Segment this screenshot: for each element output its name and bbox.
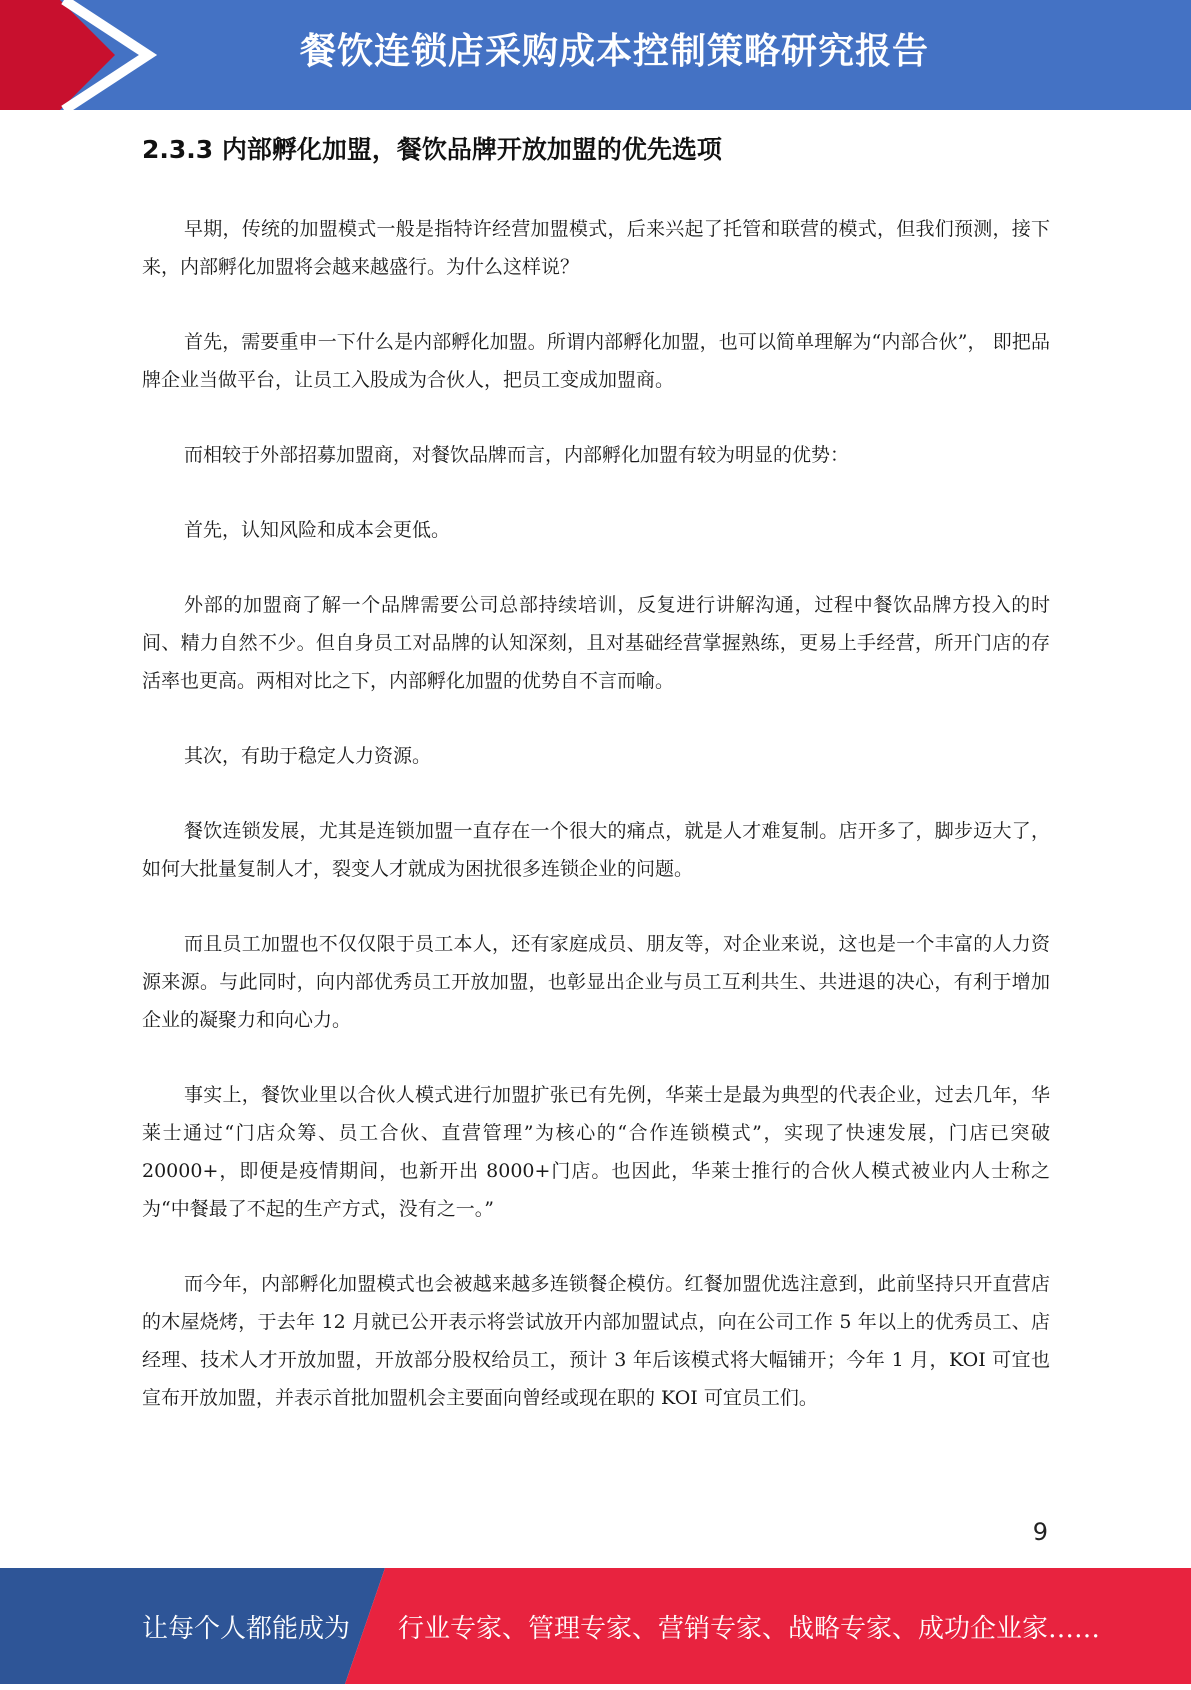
paragraph: 早期，传统的加盟模式一般是指特许经营加盟模式，后来兴起了托管和联营的模式，但我们预测，接下来，内部孵化加盟将会越来越盛行。为什么这样说？ [142,218,1050,278]
paragraph: 事实上，餐饮业里以合伙人模式进行加盟扩张已有先例，华莱士是最为典型的代表企业，过去几年，华莱士通过“门店众筹、员工合伙、直营管理”为核心的“合作连锁模式”，实现了快速发展，门店已突破 20000+，即便是疫情期间，也新开出 8000+门店。也因此，华莱士推行的合伙人模式被业内人士称之为“中餐最了不起的生产方式，没有之一。” [142,1084,1050,1220]
footer-slogan-left: 让每个人都能成为 [142,1614,351,1644]
paragraph: 其次，有助于稳定人力资源。 [184,745,432,767]
section-heading: 2.3.3 内部孵化加盟，餐饮品牌开放加盟的优先选项 [142,135,722,164]
footer-slogan-right: 行业专家、管理专家、营销专家、战略专家、成功企业家…… [398,1614,1101,1644]
body-text [142,210,1050,1454]
paragraph: 而今年，内部孵化加盟模式也会被越来越多连锁餐企模仿。红餐加盟优选注意到，此前坚持只开直营店的木屋烧烤，于去年 12 月就已公开表示将尝试放开内部加盟试点，向在公司工作 5 年以上的优秀员工、店经理、技术人才开放加盟，开放部分股权给员工，预计 3 年后该模式将大幅铺开；今年 1 月，KOI 可宜也宣布开放加盟，并表示首批加盟机会主要面向曾经或现在职的 KOI 可宜员工们。 [142,1273,1050,1409]
page-header [0,0,1191,110]
report-title: 餐饮连锁店采购成本控制策略研究报告 [300,31,930,72]
paragraph: 而相较于外部招募加盟商，对餐饮品牌而言，内部孵化加盟有较为明显的优势： [184,444,850,466]
paragraph: 外部的加盟商了解一个品牌需要公司总部持续培训，反复进行讲解沟通，过程中餐饮品牌方投入的时间、精力自然不少。但自身员工对品牌的认知深刻，且对基础经营掌握熟练，更易上手经营，所开门店的存活率也更高。两相对比之下，内部孵化加盟的优势自不言而喻。 [142,594,1050,692]
paragraph: 而且员工加盟也不仅仅限于员工本人，还有家庭成员、朋友等，对企业来说，这也是一个丰富的人力资源来源。与此同时，向内部优秀员工开放加盟，也彰显出企业与员工互利共生、共进退的决心，有利于增加企业的凝聚力和向心力。 [142,933,1050,1031]
page-number: 9 [1032,1518,1048,1546]
paragraph: 首先，认知风险和成本会更低。 [184,519,451,541]
paragraph: 餐饮连锁发展，尤其是连锁加盟一直存在一个很大的痛点，就是人才难复制。店开多了，脚步迈大了，如何大批量复制人才，裂变人才就成为困扰很多连锁企业的问题。 [142,820,1050,880]
page-footer [0,1568,1191,1684]
paragraph: 首先，需要重申一下什么是内部孵化加盟。所谓内部孵化加盟，也可以简单理解为“内部合伙”， 即把品牌企业当做平台，让员工入股成为合伙人，把员工变成加盟商。 [142,331,1050,391]
header-arrow-decoration [0,0,160,110]
